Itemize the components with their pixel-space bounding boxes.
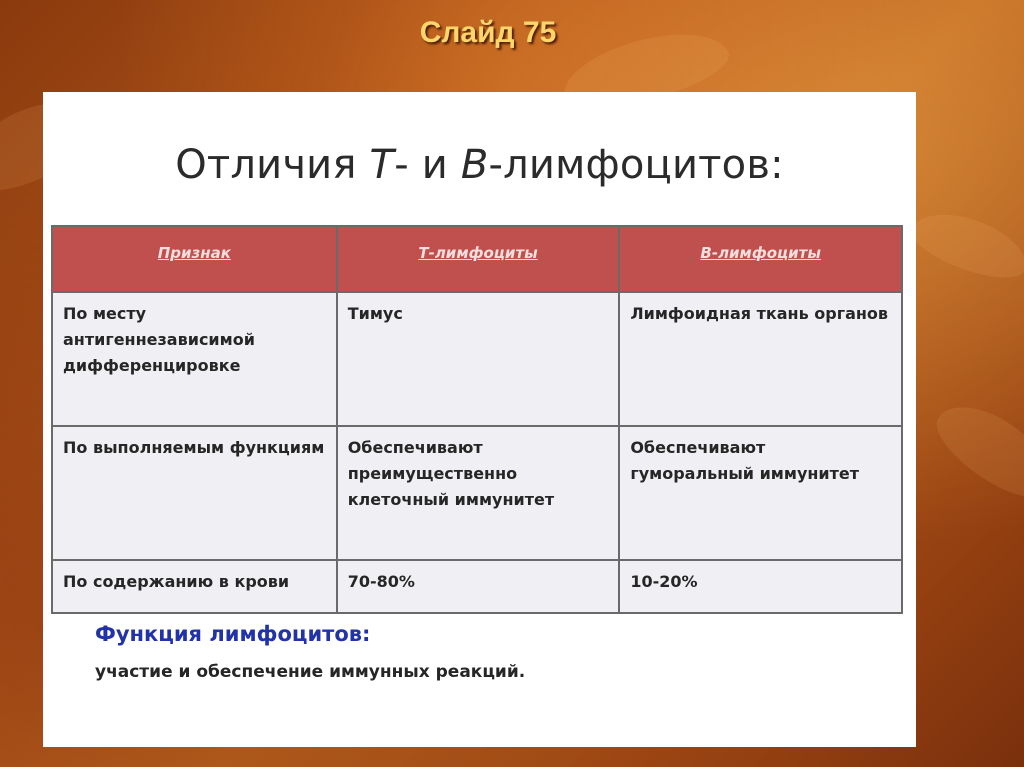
heading-b-letter: В [460, 142, 489, 188]
table-header-row [52, 226, 902, 292]
heading-t-letter: Т [369, 142, 395, 188]
header-t-lymphocytes: Т-лимфоциты [337, 226, 620, 292]
table-row [52, 560, 902, 613]
heading-text-part: Отличия [175, 142, 370, 188]
function-title: Функция лимфоцитов: [95, 622, 371, 646]
table-cell-criterion: По месту антигеннезависимой дифференцировке [52, 292, 337, 426]
table-cell-b: 10-20% [619, 560, 902, 613]
slide-content-panel [43, 92, 916, 747]
table-cell-b: Обеспечивают гуморальный иммунитет [619, 426, 902, 560]
table-cell-criterion: По выполняемым функциям [52, 426, 337, 560]
table-row [52, 426, 902, 560]
background-leaf-decoration [925, 388, 1024, 512]
table-cell-b: Лимфоидная ткань органов [619, 292, 902, 426]
table-cell-t: Обеспечивают преимущественно клеточный иммунитет [337, 426, 620, 560]
function-description: участие и обеспечение иммунных реакций. [95, 662, 526, 682]
table-row [52, 292, 902, 426]
slide-number-title: Слайд 75 [419, 16, 557, 49]
lymphocyte-comparison-table [51, 225, 903, 614]
header-criterion: Признак [52, 226, 337, 292]
background-leaf-decoration [905, 201, 1024, 289]
header-b-lymphocytes: В-лимфоциты [619, 226, 902, 292]
table-cell-criterion: По содержанию в крови [52, 560, 337, 613]
heading-text-part: -лимфоцитов: [488, 142, 784, 188]
table-cell-t: Тимус [337, 292, 620, 426]
heading-text-part: - и [394, 142, 461, 188]
slide-heading [43, 142, 916, 188]
table-cell-t: 70-80% [337, 560, 620, 613]
